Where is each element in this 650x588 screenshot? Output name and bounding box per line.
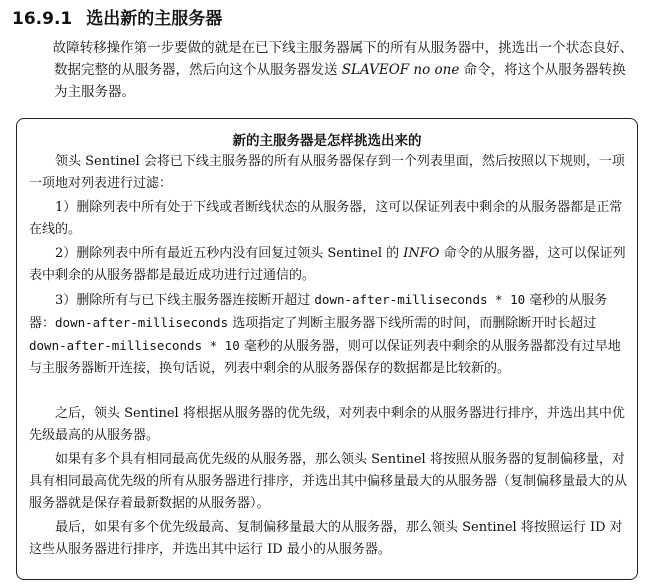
rule-3-code-1: down-after-milliseconds * 10 — [314, 292, 526, 307]
box-title: 新的主服务器是怎样挑选出来的 — [232, 133, 422, 149]
rule-3-code-3: down-after-milliseconds * 10 — [29, 338, 240, 353]
intro-text-1: 故障转移操作第一步要做的就是在已下线主服务器属下的所有从服务器中，挑选出一个状态良好、数据完整的从服务器，然后向这个从服务器发送 — [52, 40, 634, 78]
rule-3-code-2: down-after-milliseconds — [55, 315, 229, 330]
intro-command: SLAVEOF no one — [341, 62, 460, 78]
box-paragraph-1: 领头 Sentinel 会将已下线主服务器的所有从服务器保存到一个列表里面，然后按照以下规则，一项一项地对列表进行过滤： — [29, 154, 625, 191]
box-paragraph-7: 最后，如果有多个优先级最高、复制偏移量最大的从服务器，那么领头 Sentinel 将按照运行 ID 对这些从服务器进行排序，并选出其中运行 ID 最小的从服务器。 — [29, 520, 623, 557]
section-title: 选出新的主服务器 — [86, 9, 223, 29]
intro-text-2: 命令，将这个从服务器转换为主服务器。 — [54, 62, 626, 100]
section-number: 16.9.1 — [12, 9, 73, 29]
rule-2-command: INFO — [403, 246, 440, 261]
rule-3-text-a: 3）删除所有与已下线主服务器连接断开超过 — [55, 293, 315, 308]
rule-2-text-a: 2）删除列表中所有最近五秒内没有回复过领头 Sentinel 的 — [55, 246, 404, 261]
rule-1: 1）删除列表中所有处于下线或者断线状态的从服务器，这可以保证列表中剩余的从服务器都是正常在线的。 — [29, 200, 623, 237]
intro-paragraph — [54, 37, 639, 103]
rule-3-text-c: 选项指定了判断主服务器下线所需的时间，而删除断开时长超过 — [228, 316, 597, 331]
rule-3-text-d: 毫秒的从服务器，则可以保证列表中剩余的从服务器都没有过早地与主服务器断开连接，换句话说，列表中剩余的从服务器保存的数据都是比较新的。 — [29, 339, 621, 376]
info-box — [16, 118, 638, 580]
rule-3-text-b: 毫秒的从服务器： — [29, 293, 608, 331]
rule-3 — [29, 289, 629, 380]
section-heading — [12, 8, 632, 30]
rule-2 — [29, 243, 629, 287]
box-paragraph-5: 之后，领头 Sentinel 将根据从服务器的优先级，对列表中剩余的从服务器进行排序，并选出其中优先级最高的从服务器。 — [29, 406, 625, 443]
rule-2-text-b: 命令的从服务器，这可以保证列表中剩余的从服务器都是最近成功进行过通信的。 — [29, 246, 626, 283]
box-paragraph-6: 如果有多个具有相同最高优先级的从服务器，那么领头 Sentinel 将按照从服务器的复制偏移量，对具有相同最高优先级的所有从服务器进行排序，并选出其中偏移量最大的从服务器（复制偏移量最大的从服务器就是保存着最新数据的从服务器）。 — [29, 452, 628, 511]
